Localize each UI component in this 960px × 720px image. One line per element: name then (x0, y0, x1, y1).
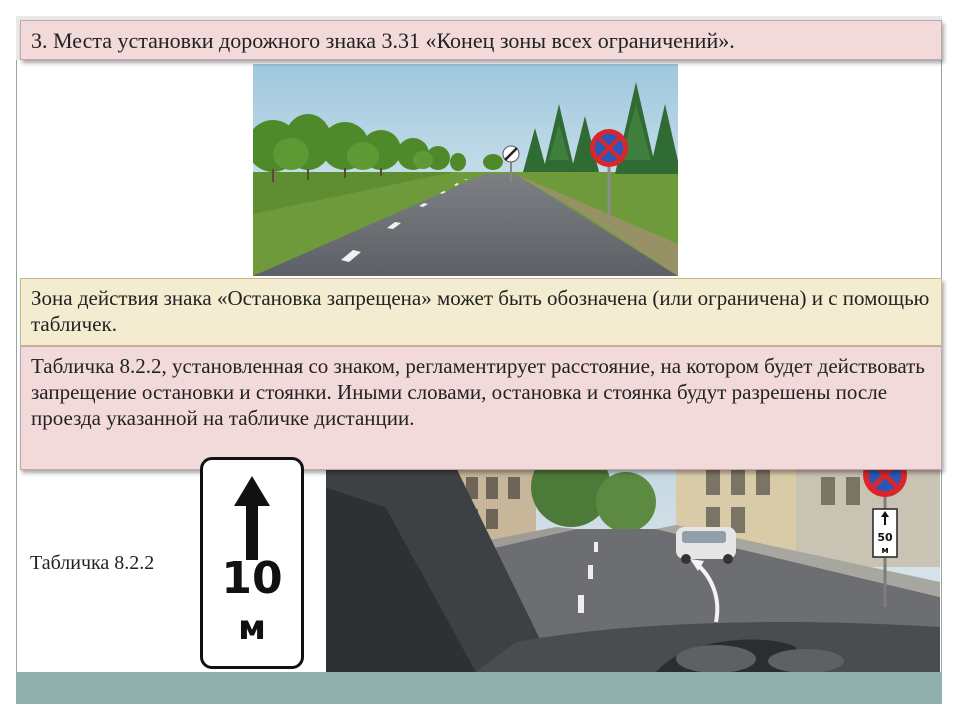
plate-distance: 10 (221, 553, 283, 604)
street-plate-label: 50 (877, 531, 893, 544)
road-photo (253, 64, 678, 276)
plate-sign (200, 457, 304, 669)
plate-description: Табличка 8.2.2, установленная со знаком, регламентирует расстояние, на котором будет действовать запрещение остановки и стоянки. Иными словами, остановка и стоянка будут разрешены после проезда указанной на табличке дистанции. (20, 346, 942, 470)
road-scene-svg (253, 64, 678, 276)
zone-description: Зона действия знака «Остановка запрещена» может быть обозначена (или ограничена) и с помощью табличек. (20, 278, 942, 346)
street-scene-svg (326, 447, 940, 672)
slide-bottom-band (16, 672, 942, 704)
plate-caption: Табличка 8.2.2 (30, 552, 155, 574)
plate-unit: м (238, 608, 266, 648)
arrow-up-icon (203, 474, 301, 564)
slide-title: 3. Места установки дорожного знака 3.31 «Конец зоны всех ограничений». (20, 20, 942, 60)
street-photo (326, 447, 940, 672)
street-plate-unit: м (881, 546, 889, 556)
